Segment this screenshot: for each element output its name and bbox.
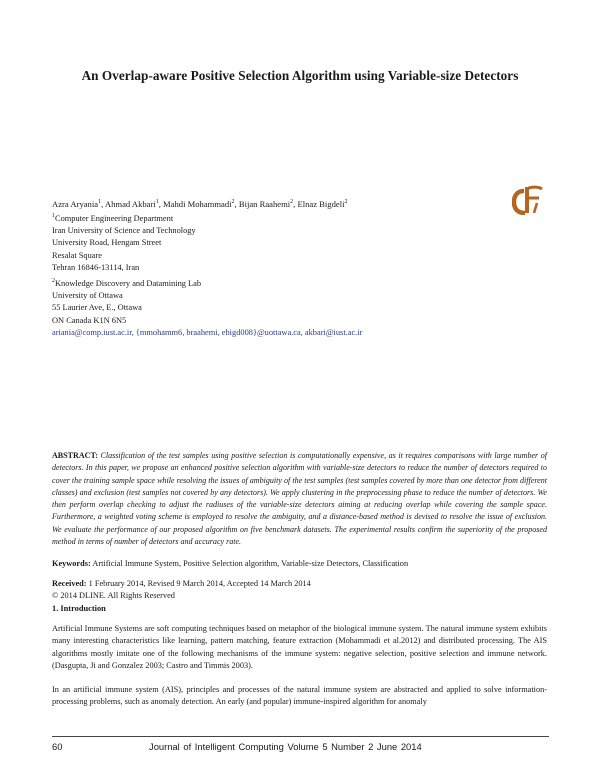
keywords-label: Keywords: (52, 559, 91, 568)
abstract (52, 450, 547, 548)
affiliation-mark: 2 (52, 278, 55, 284)
page-number: 60 (52, 741, 63, 752)
affiliation-line: ON Canada K1N 6N5 (52, 315, 127, 325)
author-name: Bijan Raahemi (238, 199, 291, 209)
affiliation-1 (52, 210, 196, 274)
author-affiliation-mark: 1 (155, 199, 159, 206)
affiliation-line: University Road, Hengam Street (52, 238, 162, 248)
affiliation-2 (52, 275, 362, 339)
abstract-text: Classification of the test samples using positive selection is computationally expensive, as it requires comparisons with large number of detectors. In this paper, we propose an enhanced positive selection algorithm with variable-size detectors to reduce the number of detectors required to cover the training sample space while resolving the issues of ambiguity of the test samples (test samples covered by more than one detector from different classes) and exclusion (test samples not covered by any detectors). We apply clustering in the preprocessing phase to reduce the number of detectors. We then perform overlap checking to adjust the radiuses of the variable-size detectors aiming at reducing overlap while covering the sample space. Furthermore, a weighted voting scheme is employed to resolve the ambiguity, and a distance-based method is devised to resolve the issue of exclusion. We evaluate the performance of our proposed algorithm on five benchmark datasets. The experimental results confirm the superiority of the proposed method in terms of number of detectors and accuracy rate. (52, 451, 548, 547)
author-name: Mahdi Mohammadi (163, 199, 232, 209)
affiliation-line: $^1$Computer Engineering Department (52, 213, 174, 223)
author-name: Azra Aryania (52, 199, 99, 209)
copyright: © 2014 DLINE. All Rights Reserved (52, 591, 175, 600)
affiliation-line: 55 Laurier Ave, E., Ottawa (52, 303, 142, 313)
author-list: Azra Aryania$^1$, Ahmad Akbari$^1$, Mahdi Mohammadi$^2$, Bijan Raahemi$^2$, Elnaz Bigdeli$^2$ (52, 199, 348, 209)
body-paragraph: In an artificial immune system (AIS), principles and processes of the natural immune system are abstracted and applied to solve information-processing problems, such as anomaly detection. An early (and popular) immune-inspired algorithm for anomaly (52, 685, 547, 707)
received-dates (52, 579, 311, 588)
author-name: Ahmad Akbari (104, 199, 156, 209)
affiliation-mark: 1 (52, 213, 55, 219)
affiliation-line: $^2$Knowledge Discovery and Datamining Lab (52, 278, 202, 288)
journal-footer: Journal of Intelligent Computing Volume 5 Number 2 June 2014 (149, 741, 422, 752)
affiliation-line: Iran University of Science and Technology (52, 226, 196, 236)
keywords-text: Artificial Immune System, Positive Selection algorithm, Variable-size Detectors, Classification (92, 559, 409, 568)
author-name: Elnaz Bigdeli (297, 199, 345, 209)
section-heading: 1. Introduction (52, 604, 106, 613)
author-affiliation-mark: 1 (98, 199, 102, 206)
author-affiliation-mark: 2 (344, 199, 348, 206)
author-emails[interactable]: ariania@comp.iust.ac.ir, {mmohamm6, braahemi, ebigd008}@uottawa.ca, akbari@iust.ac.ir (52, 327, 363, 337)
affiliation-line: Tehran 16846-13114, Iran (52, 262, 140, 272)
author-affiliation-mark: 2 (290, 199, 294, 206)
body-paragraph: Artificial Immune Systems are soft computing techniques based on metaphor of the biological immune system. The natural immune system exhibits many interesting characteristics like learning, pattern matching, feature extraction (Mohammadi et al.2012) and distributed processing. The AIS algorithms mostly imitate one of the following mechanisms of the immune system: negative selection, positive selection and immune network. (Dasgupta, Ji and Gonzalez 2003; Castro and Timmis 2003). (52, 624, 547, 670)
footer-rule (52, 736, 549, 737)
affiliation-line: Resalat Square (52, 250, 103, 260)
received-label: Received: (52, 579, 87, 588)
abstract-label: ABSTRACT: (52, 451, 98, 460)
author-affiliation-mark: 2 (231, 199, 235, 206)
dline-logo-icon (512, 185, 546, 215)
keywords (52, 559, 408, 568)
paper-title: An Overlap-aware Positive Selection Algorithm using Variable-size Detectors (81, 68, 519, 83)
affiliation-line: University of Ottawa (52, 291, 123, 301)
received-text: 1 February 2014, Revised 9 March 2014, Accepted 14 March 2014 (88, 579, 311, 588)
